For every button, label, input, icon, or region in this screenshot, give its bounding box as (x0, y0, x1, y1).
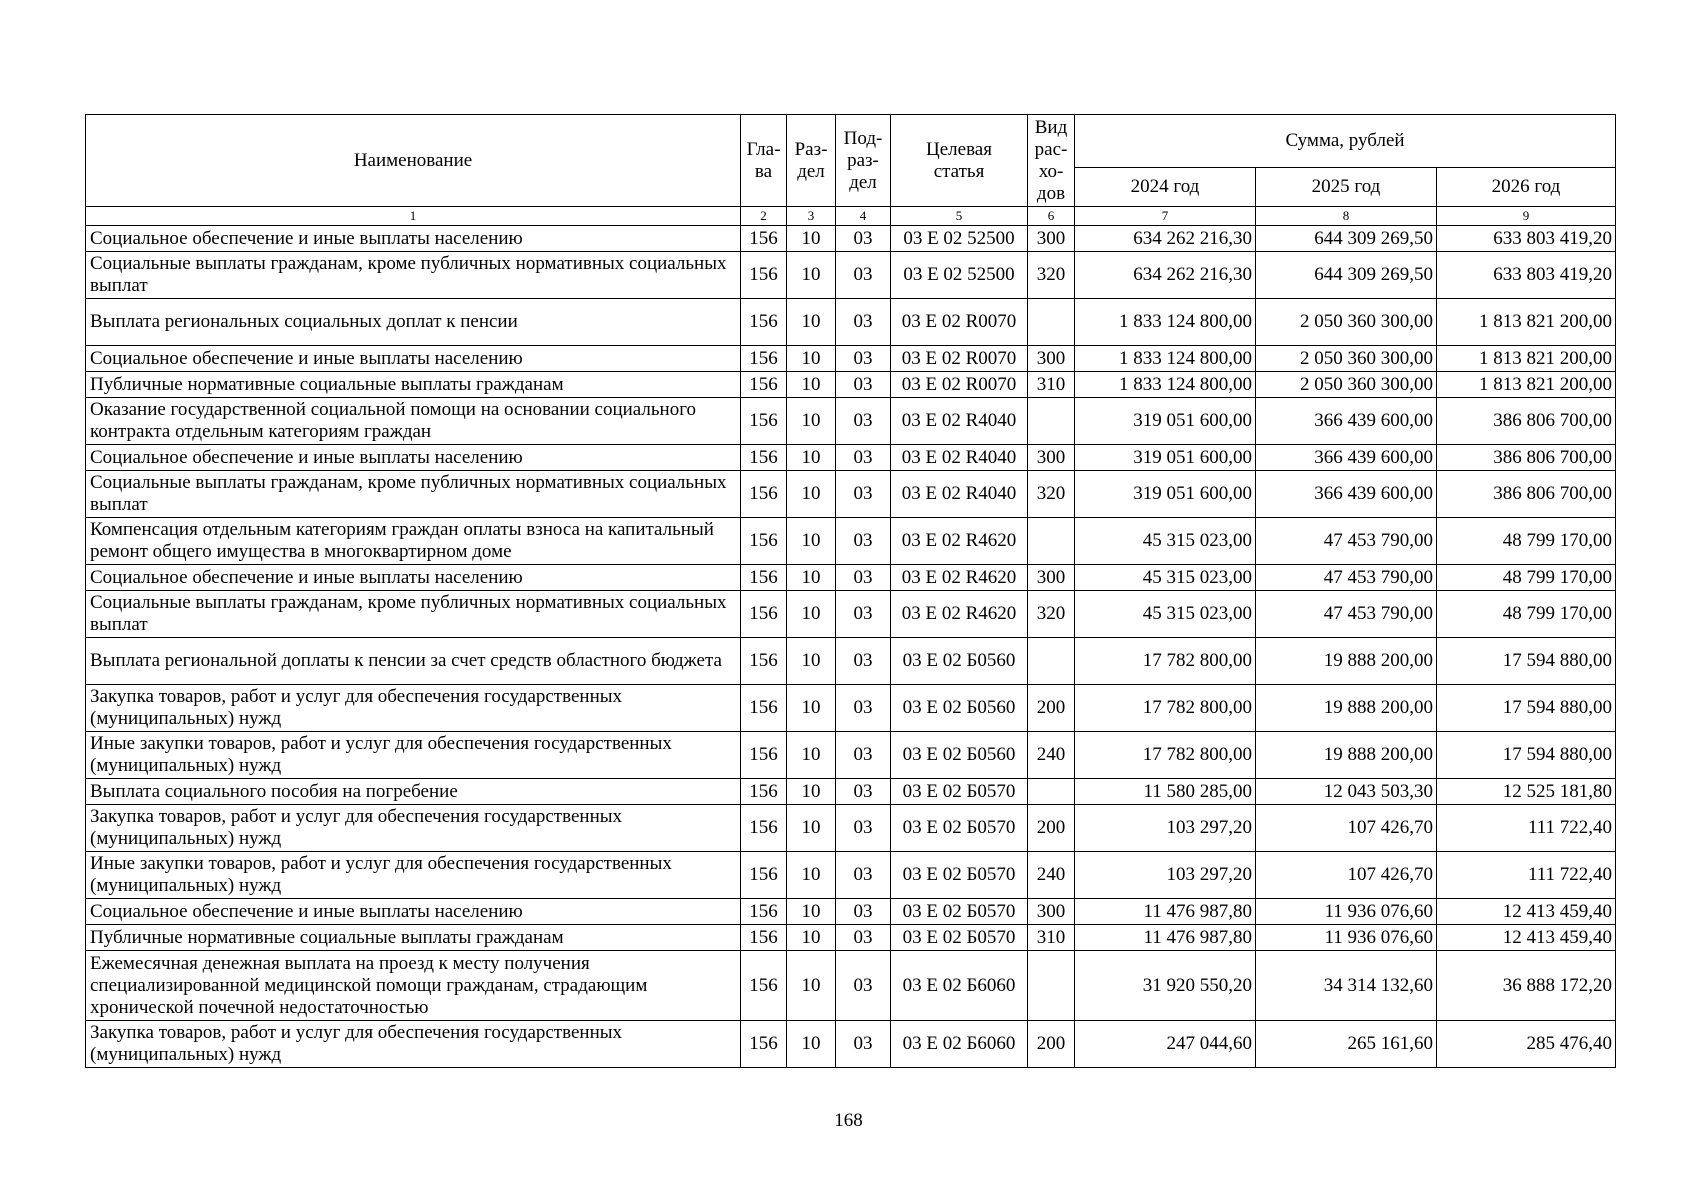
row-amount-2025: 107 426,70 (1256, 805, 1437, 852)
row-amount-2026: 12 413 459,40 (1437, 899, 1616, 925)
row-podrazdel: 03 (836, 852, 891, 899)
row-vid (1028, 398, 1075, 445)
row-vid: 240 (1028, 732, 1075, 779)
row-podrazdel: 03 (836, 779, 891, 805)
row-amount-2026: 12 525 181,80 (1437, 779, 1616, 805)
row-razdel: 10 (787, 518, 836, 565)
row-vid: 310 (1028, 925, 1075, 951)
row-amount-2024: 319 051 600,00 (1075, 445, 1256, 471)
row-amount-2025: 2 050 360 300,00 (1256, 372, 1437, 398)
row-glava: 156 (741, 638, 787, 685)
column-number: 8 (1256, 207, 1437, 226)
row-razdel: 10 (787, 398, 836, 445)
row-podrazdel: 03 (836, 805, 891, 852)
row-target: 03 Е 02 R4620 (891, 518, 1028, 565)
row-target: 03 Е 02 R4040 (891, 445, 1028, 471)
column-number: 7 (1075, 207, 1256, 226)
row-amount-2024: 31 920 550,20 (1075, 951, 1256, 1021)
row-glava: 156 (741, 565, 787, 591)
row-amount-2025: 366 439 600,00 (1256, 445, 1437, 471)
row-podrazdel: 03 (836, 372, 891, 398)
column-number: 3 (787, 207, 836, 226)
row-glava: 156 (741, 925, 787, 951)
row-target: 03 Е 02 Б0570 (891, 805, 1028, 852)
row-name: Закупка товаров, работ и услуг для обеспечения государственных (муниципальных) нужд (86, 805, 741, 852)
row-amount-2024: 1 833 124 800,00 (1075, 346, 1256, 372)
row-glava: 156 (741, 471, 787, 518)
row-podrazdel: 03 (836, 638, 891, 685)
row-target: 03 Е 02 Б6060 (891, 951, 1028, 1021)
column-number-row (86, 207, 1616, 226)
row-glava: 156 (741, 732, 787, 779)
row-amount-2026: 48 799 170,00 (1437, 518, 1616, 565)
row-amount-2024: 634 262 216,30 (1075, 226, 1256, 252)
row-target: 03 Е 02 52500 (891, 252, 1028, 299)
row-name: Социальное обеспечение и иные выплаты населению (86, 346, 741, 372)
row-amount-2024: 11 580 285,00 (1075, 779, 1256, 805)
row-amount-2025: 19 888 200,00 (1256, 638, 1437, 685)
table-row (86, 732, 1616, 779)
row-target: 03 Е 02 Б0560 (891, 685, 1028, 732)
row-glava: 156 (741, 899, 787, 925)
row-podrazdel: 03 (836, 685, 891, 732)
row-amount-2026: 633 803 419,20 (1437, 226, 1616, 252)
table-row (86, 899, 1616, 925)
row-target: 03 Е 02 Б6060 (891, 1021, 1028, 1068)
row-amount-2026: 111 722,40 (1437, 852, 1616, 899)
row-amount-2025: 12 043 503,30 (1256, 779, 1437, 805)
column-number: 4 (836, 207, 891, 226)
table-row (86, 1021, 1616, 1068)
row-name: Иные закупки товаров, работ и услуг для обеспечения государственных (муниципальных) нужд (86, 732, 741, 779)
row-amount-2025: 19 888 200,00 (1256, 732, 1437, 779)
row-vid: 300 (1028, 565, 1075, 591)
row-vid (1028, 779, 1075, 805)
table-row (86, 252, 1616, 299)
row-glava: 156 (741, 518, 787, 565)
row-name: Социальное обеспечение и иные выплаты населению (86, 445, 741, 471)
row-vid: 300 (1028, 346, 1075, 372)
header-name: Наименование (86, 115, 741, 207)
row-glava: 156 (741, 252, 787, 299)
row-glava: 156 (741, 226, 787, 252)
row-glava: 156 (741, 372, 787, 398)
row-razdel: 10 (787, 925, 836, 951)
row-amount-2025: 47 453 790,00 (1256, 591, 1437, 638)
row-name: Социальное обеспечение и иные выплаты населению (86, 899, 741, 925)
row-podrazdel: 03 (836, 925, 891, 951)
row-glava: 156 (741, 852, 787, 899)
budget-table (85, 114, 1616, 1068)
row-amount-2026: 285 476,40 (1437, 1021, 1616, 1068)
header-sum: Сумма, рублей (1075, 115, 1616, 168)
row-podrazdel: 03 (836, 518, 891, 565)
row-target: 03 Е 02 R0070 (891, 346, 1028, 372)
row-amount-2026: 386 806 700,00 (1437, 398, 1616, 445)
header-year-2025: 2025 год (1256, 168, 1437, 207)
row-amount-2026: 1 813 821 200,00 (1437, 346, 1616, 372)
row-vid: 200 (1028, 685, 1075, 732)
row-vid: 320 (1028, 591, 1075, 638)
row-name: Выплата социального пособия на погребение (86, 779, 741, 805)
table-row (86, 346, 1616, 372)
row-amount-2025: 644 309 269,50 (1256, 252, 1437, 299)
row-podrazdel: 03 (836, 732, 891, 779)
row-glava: 156 (741, 805, 787, 852)
row-razdel: 10 (787, 852, 836, 899)
table-row (86, 805, 1616, 852)
row-amount-2024: 247 044,60 (1075, 1021, 1256, 1068)
row-razdel: 10 (787, 445, 836, 471)
row-amount-2026: 111 722,40 (1437, 805, 1616, 852)
row-amount-2026: 17 594 880,00 (1437, 685, 1616, 732)
row-amount-2026: 48 799 170,00 (1437, 591, 1616, 638)
row-amount-2024: 17 782 800,00 (1075, 732, 1256, 779)
page-number: 168 (834, 1110, 863, 1131)
column-number: 1 (86, 207, 741, 226)
row-target: 03 Е 02 R0070 (891, 299, 1028, 346)
table-row (86, 471, 1616, 518)
row-name: Социальные выплаты гражданам, кроме публичных нормативных социальных выплат (86, 252, 741, 299)
row-amount-2025: 265 161,60 (1256, 1021, 1437, 1068)
row-vid (1028, 299, 1075, 346)
row-amount-2024: 45 315 023,00 (1075, 518, 1256, 565)
row-amount-2024: 634 262 216,30 (1075, 252, 1256, 299)
row-name: Иные закупки товаров, работ и услуг для обеспечения государственных (муниципальных) нужд (86, 852, 741, 899)
table-row (86, 445, 1616, 471)
row-amount-2025: 19 888 200,00 (1256, 685, 1437, 732)
row-razdel: 10 (787, 1021, 836, 1068)
row-amount-2025: 34 314 132,60 (1256, 951, 1437, 1021)
row-amount-2024: 1 833 124 800,00 (1075, 299, 1256, 346)
row-amount-2024: 319 051 600,00 (1075, 398, 1256, 445)
row-razdel: 10 (787, 565, 836, 591)
table-row (86, 299, 1616, 346)
row-name: Публичные нормативные социальные выплаты гражданам (86, 925, 741, 951)
row-podrazdel: 03 (836, 591, 891, 638)
row-podrazdel: 03 (836, 398, 891, 445)
row-glava: 156 (741, 951, 787, 1021)
row-razdel: 10 (787, 346, 836, 372)
row-vid: 240 (1028, 852, 1075, 899)
table-row (86, 565, 1616, 591)
row-glava: 156 (741, 779, 787, 805)
column-number: 6 (1028, 207, 1075, 226)
row-vid: 300 (1028, 899, 1075, 925)
row-amount-2024: 1 833 124 800,00 (1075, 372, 1256, 398)
column-number: 9 (1437, 207, 1616, 226)
row-razdel: 10 (787, 591, 836, 638)
table-row (86, 685, 1616, 732)
header-razdel: Раз- дел (787, 115, 836, 207)
header-year-2024: 2024 год (1075, 168, 1256, 207)
row-glava: 156 (741, 299, 787, 346)
row-vid: 320 (1028, 252, 1075, 299)
row-amount-2025: 2 050 360 300,00 (1256, 299, 1437, 346)
row-podrazdel: 03 (836, 951, 891, 1021)
row-name: Закупка товаров, работ и услуг для обеспечения государственных (муниципальных) нужд (86, 1021, 741, 1068)
row-glava: 156 (741, 685, 787, 732)
table-row (86, 518, 1616, 565)
row-podrazdel: 03 (836, 299, 891, 346)
column-number: 2 (741, 207, 787, 226)
row-razdel: 10 (787, 471, 836, 518)
table-row (86, 226, 1616, 252)
row-amount-2025: 2 050 360 300,00 (1256, 346, 1437, 372)
row-razdel: 10 (787, 252, 836, 299)
table-row (86, 852, 1616, 899)
row-amount-2024: 11 476 987,80 (1075, 925, 1256, 951)
row-razdel: 10 (787, 899, 836, 925)
row-podrazdel: 03 (836, 252, 891, 299)
row-target: 03 Е 02 R4040 (891, 398, 1028, 445)
row-target: 03 Е 02 R4620 (891, 565, 1028, 591)
row-amount-2026: 48 799 170,00 (1437, 565, 1616, 591)
row-vid (1028, 951, 1075, 1021)
row-razdel: 10 (787, 951, 836, 1021)
row-vid (1028, 638, 1075, 685)
row-vid: 310 (1028, 372, 1075, 398)
row-podrazdel: 03 (836, 445, 891, 471)
row-target: 03 Е 02 Б0570 (891, 779, 1028, 805)
row-glava: 156 (741, 1021, 787, 1068)
row-amount-2025: 47 453 790,00 (1256, 518, 1437, 565)
row-podrazdel: 03 (836, 899, 891, 925)
row-podrazdel: 03 (836, 226, 891, 252)
table-row (86, 372, 1616, 398)
row-amount-2024: 103 297,20 (1075, 805, 1256, 852)
row-razdel: 10 (787, 685, 836, 732)
row-podrazdel: 03 (836, 565, 891, 591)
row-razdel: 10 (787, 732, 836, 779)
row-amount-2026: 633 803 419,20 (1437, 252, 1616, 299)
column-number: 5 (891, 207, 1028, 226)
row-vid (1028, 518, 1075, 565)
row-podrazdel: 03 (836, 471, 891, 518)
row-amount-2025: 11 936 076,60 (1256, 925, 1437, 951)
header-target: Целевая статья (891, 115, 1028, 207)
row-razdel: 10 (787, 372, 836, 398)
row-name: Ежемесячная денежная выплата на проезд к месту получения специализированной медицинской помощи гражданам, страдающим хронической почечной недостаточностью (86, 951, 741, 1021)
row-amount-2026: 1 813 821 200,00 (1437, 372, 1616, 398)
row-name: Оказание государственной социальной помощи на основании социального контракта отдельным категориям граждан (86, 398, 741, 445)
row-glava: 156 (741, 591, 787, 638)
row-amount-2025: 366 439 600,00 (1256, 398, 1437, 445)
row-amount-2024: 319 051 600,00 (1075, 471, 1256, 518)
row-target: 03 Е 02 Б0560 (891, 638, 1028, 685)
row-amount-2024: 45 315 023,00 (1075, 565, 1256, 591)
row-amount-2026: 17 594 880,00 (1437, 638, 1616, 685)
row-name: Компенсация отдельным категориям граждан оплаты взноса на капитальный ремонт общего имущества в многоквартирном доме (86, 518, 741, 565)
row-name: Социальное обеспечение и иные выплаты населению (86, 226, 741, 252)
row-glava: 156 (741, 445, 787, 471)
row-name: Публичные нормативные социальные выплаты гражданам (86, 372, 741, 398)
row-name: Социальные выплаты гражданам, кроме публичных нормативных социальных выплат (86, 591, 741, 638)
row-amount-2025: 644 309 269,50 (1256, 226, 1437, 252)
row-razdel: 10 (787, 638, 836, 685)
row-amount-2026: 12 413 459,40 (1437, 925, 1616, 951)
header-glava: Гла- ва (741, 115, 787, 207)
row-target: 03 Е 02 52500 (891, 226, 1028, 252)
row-amount-2026: 17 594 880,00 (1437, 732, 1616, 779)
row-target: 03 Е 02 R4620 (891, 591, 1028, 638)
table-row (86, 398, 1616, 445)
row-amount-2024: 17 782 800,00 (1075, 685, 1256, 732)
row-amount-2024: 103 297,20 (1075, 852, 1256, 899)
header-vid: Вид рас- хо- дов (1028, 115, 1075, 207)
row-name: Закупка товаров, работ и услуг для обеспечения государственных (муниципальных) нужд (86, 685, 741, 732)
row-vid: 200 (1028, 1021, 1075, 1068)
row-target: 03 Е 02 R4040 (891, 471, 1028, 518)
header-year-2026: 2026 год (1437, 168, 1616, 207)
row-vid: 300 (1028, 226, 1075, 252)
row-razdel: 10 (787, 779, 836, 805)
header-podrazdel: Под- раз- дел (836, 115, 891, 207)
row-glava: 156 (741, 398, 787, 445)
row-razdel: 10 (787, 805, 836, 852)
row-target: 03 Е 02 Б0570 (891, 852, 1028, 899)
row-amount-2026: 1 813 821 200,00 (1437, 299, 1616, 346)
row-amount-2025: 11 936 076,60 (1256, 899, 1437, 925)
row-vid: 320 (1028, 471, 1075, 518)
row-vid: 300 (1028, 445, 1075, 471)
row-name: Социальное обеспечение и иные выплаты населению (86, 565, 741, 591)
row-target: 03 Е 02 R0070 (891, 372, 1028, 398)
row-name: Выплата региональных социальных доплат к пенсии (86, 299, 741, 346)
row-amount-2024: 11 476 987,80 (1075, 899, 1256, 925)
row-target: 03 Е 02 Б0560 (891, 732, 1028, 779)
row-amount-2025: 107 426,70 (1256, 852, 1437, 899)
row-amount-2024: 45 315 023,00 (1075, 591, 1256, 638)
table-row (86, 779, 1616, 805)
row-glava: 156 (741, 346, 787, 372)
row-target: 03 Е 02 Б0570 (891, 925, 1028, 951)
row-razdel: 10 (787, 226, 836, 252)
row-name: Выплата региональной доплаты к пенсии за счет средств областного бюджета (86, 638, 741, 685)
row-podrazdel: 03 (836, 1021, 891, 1068)
row-amount-2026: 386 806 700,00 (1437, 445, 1616, 471)
table-body (86, 226, 1616, 1068)
row-vid: 200 (1028, 805, 1075, 852)
table-row (86, 591, 1616, 638)
table-row (86, 638, 1616, 685)
row-amount-2025: 47 453 790,00 (1256, 565, 1437, 591)
row-name: Социальные выплаты гражданам, кроме публичных нормативных социальных выплат (86, 471, 741, 518)
table-row (86, 951, 1616, 1021)
row-podrazdel: 03 (836, 346, 891, 372)
row-amount-2026: 386 806 700,00 (1437, 471, 1616, 518)
row-amount-2026: 36 888 172,20 (1437, 951, 1616, 1021)
row-razdel: 10 (787, 299, 836, 346)
table-row (86, 925, 1616, 951)
row-amount-2024: 17 782 800,00 (1075, 638, 1256, 685)
row-target: 03 Е 02 Б0570 (891, 899, 1028, 925)
row-amount-2025: 366 439 600,00 (1256, 471, 1437, 518)
